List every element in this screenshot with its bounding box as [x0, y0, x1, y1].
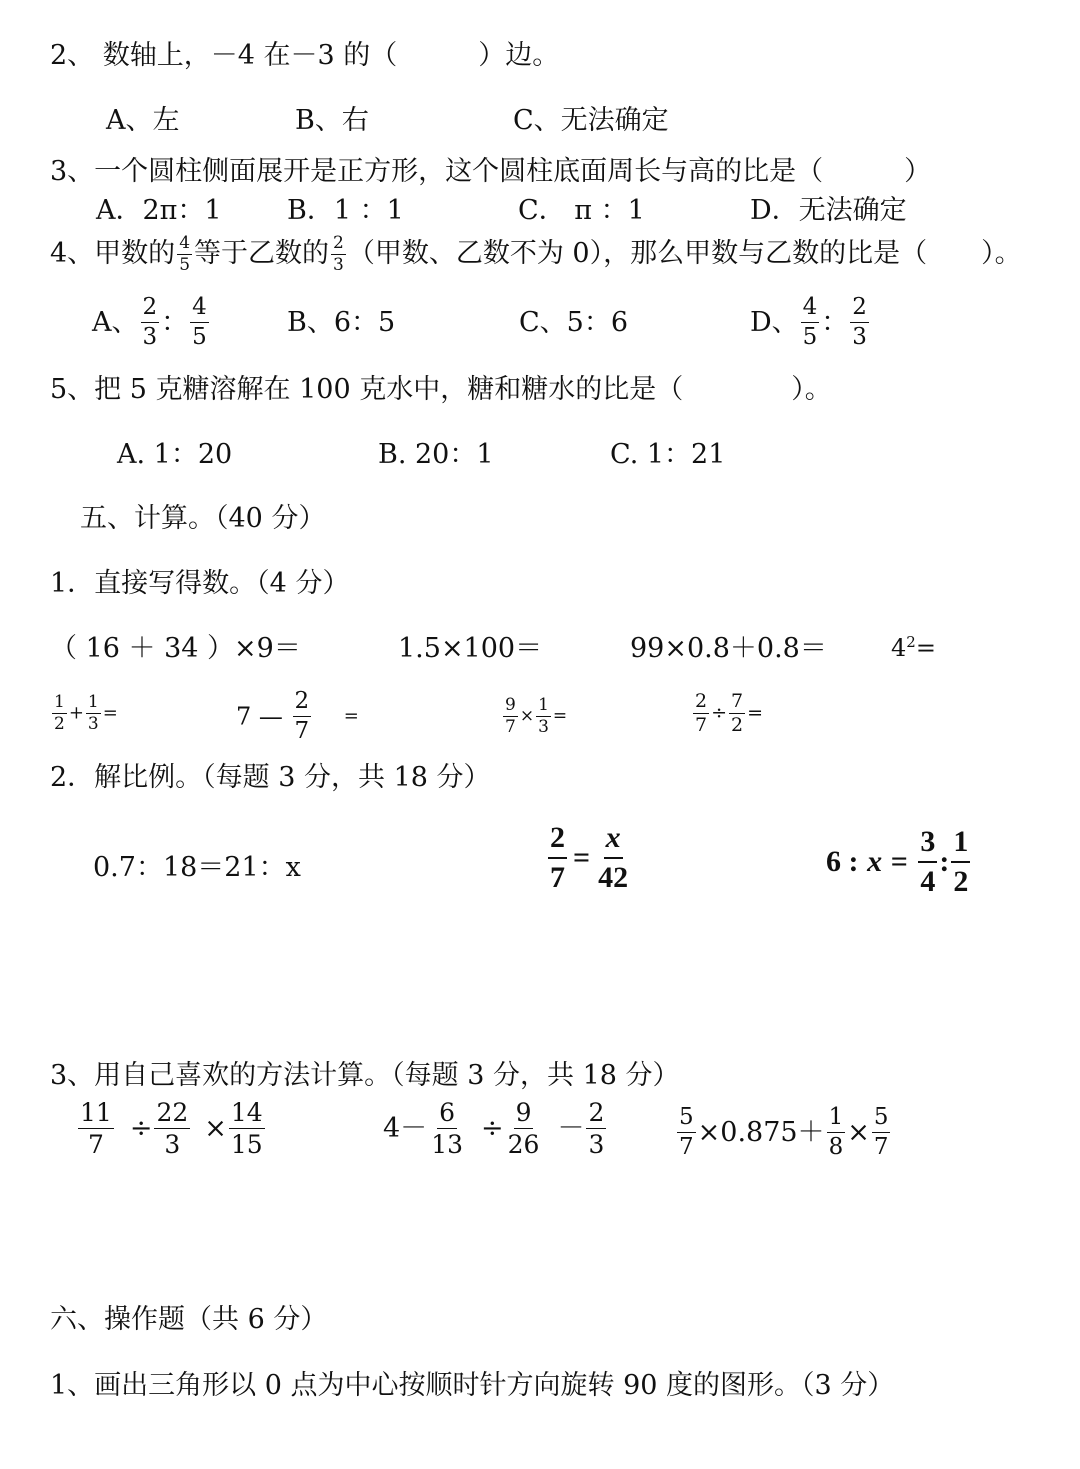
p1-row2-item3: $\frac{9}{7}$ × $\frac{1}{3}$ =	[505, 695, 568, 737]
section6-question-1: 1、画出三角形以 0 点为中心按顺时针方向旋转 90 度的图形。（3 分）	[50, 1370, 895, 1401]
p2-equation-2: $\frac{2}{7}$ = $\frac{x}{42}$	[550, 821, 629, 894]
p2-eq3-fraction-2: $\frac{1}{2}$	[953, 825, 969, 898]
q3-option-b: B．1 ：1	[287, 195, 404, 226]
p1-row2-item2: 7 — $\frac{2}{7}$ =	[236, 688, 359, 744]
p1-r2d-fraction-1: $\frac{2}{7}$	[695, 690, 708, 736]
p3-expression-2: 4－ $\frac{6}{13}$ ÷ $\frac{9}{26}$ － $\frac{2}{3}$	[383, 1098, 605, 1159]
q4-option-a-fraction-1: $\frac{2}{3}$	[142, 294, 158, 350]
q4-middle: 等于乙数的	[194, 238, 330, 269]
p3-expression-1: $\frac{11}{7}$ ÷ $\frac{22}{3}$ × $\frac{14}{15}$	[80, 1098, 263, 1159]
q4-fraction-1: $\frac{4}{5}$	[179, 233, 191, 275]
p3-e2-fraction-1: $\frac{6}{13}$	[431, 1098, 463, 1159]
q4-option-d-fraction-1: $\frac{4}{5}$	[802, 294, 818, 350]
p3-e3-fraction-1: $\frac{5}{7}$	[679, 1104, 694, 1160]
p1-r2c-fraction-1: $\frac{9}{7}$	[505, 695, 516, 737]
p3-e1-fraction-3: $\frac{14}{15}$	[230, 1098, 263, 1159]
section5-title: 五、计算。（40 分）	[80, 503, 326, 534]
q3-option-a: A．2π：1	[96, 195, 222, 226]
p2-eq2-fraction-1: $\frac{2}{7}$	[550, 821, 565, 894]
p1-r2d-fraction-2: $\frac{7}{2}$	[731, 690, 744, 736]
q3-option-d: D．无法确定	[750, 195, 907, 226]
q5-option-a: A. 1：20	[117, 439, 233, 470]
p2-equation-3: 6 : x = $\frac{3}{4}$ : $\frac{1}{2}$	[826, 825, 969, 898]
p2-eq3-fraction-1: $\frac{3}{4}$	[920, 825, 936, 898]
p2-title: 2．解比例。（每题 3 分，共 18 分）	[50, 762, 491, 793]
p2-eq2-fraction-2: $\frac{x}{42}$	[598, 821, 629, 894]
q5-option-b: B. 20：1	[378, 439, 494, 470]
q4-option-b: B、6：5	[287, 307, 396, 338]
q4-option-c: C、5：6	[519, 307, 629, 338]
p3-e1-fraction-1: $\frac{11}{7}$	[80, 1098, 112, 1159]
q2-stem: 2、 数轴上，－4 在－3 的（ ）边。	[50, 40, 560, 71]
q4-prefix: 4、甲数的	[50, 238, 176, 269]
q2-option-a: A、左	[106, 105, 180, 136]
q3-option-c: C． π ：1	[518, 195, 645, 226]
p1-r2a-fraction-2: $\frac{1}{3}$	[87, 692, 99, 734]
q3-stem: 3、一个圆柱侧面展开是正方形，这个圆柱底面周长与高的比是（ ）	[50, 156, 932, 187]
q4-fraction-2: $\frac{2}{3}$	[333, 233, 344, 275]
p1-row2-item4: $\frac{2}{7}$ ÷ $\frac{7}{2}$ =	[695, 690, 764, 736]
section6-title: 六、操作题（共 6 分）	[50, 1304, 328, 1335]
p3-title: 3、用自己喜欢的方法计算。（每题 3 分，共 18 分）	[50, 1060, 680, 1091]
p3-expression-3: $\frac{5}{7}$ ×0.875＋ $\frac{1}{8}$ × $\frac{5}{7}$	[679, 1104, 889, 1160]
p1-row1-item4: $4^2=$	[891, 633, 936, 662]
q4-suffix: （甲数、乙数不为 0），那么甲数与乙数的比是（ ）。	[347, 238, 1022, 269]
p2-equation-1: 0.7：18＝21：x	[93, 852, 301, 883]
p1-r2c-fraction-2: $\frac{1}{3}$	[538, 695, 549, 737]
q4-option-a-fraction-2: $\frac{4}{5}$	[192, 294, 207, 350]
p1-row1-item2: 1.5×100＝	[398, 633, 543, 664]
q4-stem	[50, 235, 1022, 274]
q2-option-c: C、无法确定	[513, 105, 669, 136]
p1-row1-item3: 99×0.8＋0.8＝	[630, 633, 827, 664]
q4-option-d: D、 $\frac{4}{5}$ ： $\frac{2}{3}$	[750, 294, 867, 350]
p1-r2a-fraction-1: $\frac{1}{2}$	[54, 692, 65, 734]
p3-e3-fraction-2: $\frac{1}{8}$	[828, 1104, 844, 1160]
q4-option-a: A、 $\frac{2}{3}$ ： $\frac{4}{5}$	[92, 294, 207, 350]
q4-option-d-fraction-2: $\frac{2}{3}$	[852, 294, 867, 350]
p1-title: 1．直接写得数。（4 分）	[50, 568, 350, 599]
p1-row1-item1: （ 16 ＋ 34 ）×9＝	[50, 633, 301, 664]
q5-option-c: C. 1：21	[610, 439, 726, 470]
p1-row2-item1: $\frac{1}{2}$ + $\frac{1}{3}$ =	[54, 692, 118, 734]
q5-stem: 5、把 5 克糖溶解在 100 克水中，糖和糖水的比是（ ）。	[50, 374, 832, 405]
p3-e1-fraction-2: $\frac{22}{3}$	[156, 1098, 189, 1159]
p3-e2-fraction-2: $\frac{9}{26}$	[507, 1098, 540, 1159]
p3-e2-fraction-3: $\frac{2}{3}$	[588, 1098, 605, 1159]
q2-option-b: B、右	[295, 105, 369, 136]
p1-r2b-fraction: $\frac{2}{7}$	[294, 688, 310, 744]
p3-e3-fraction-3: $\frac{5}{7}$	[873, 1104, 889, 1160]
